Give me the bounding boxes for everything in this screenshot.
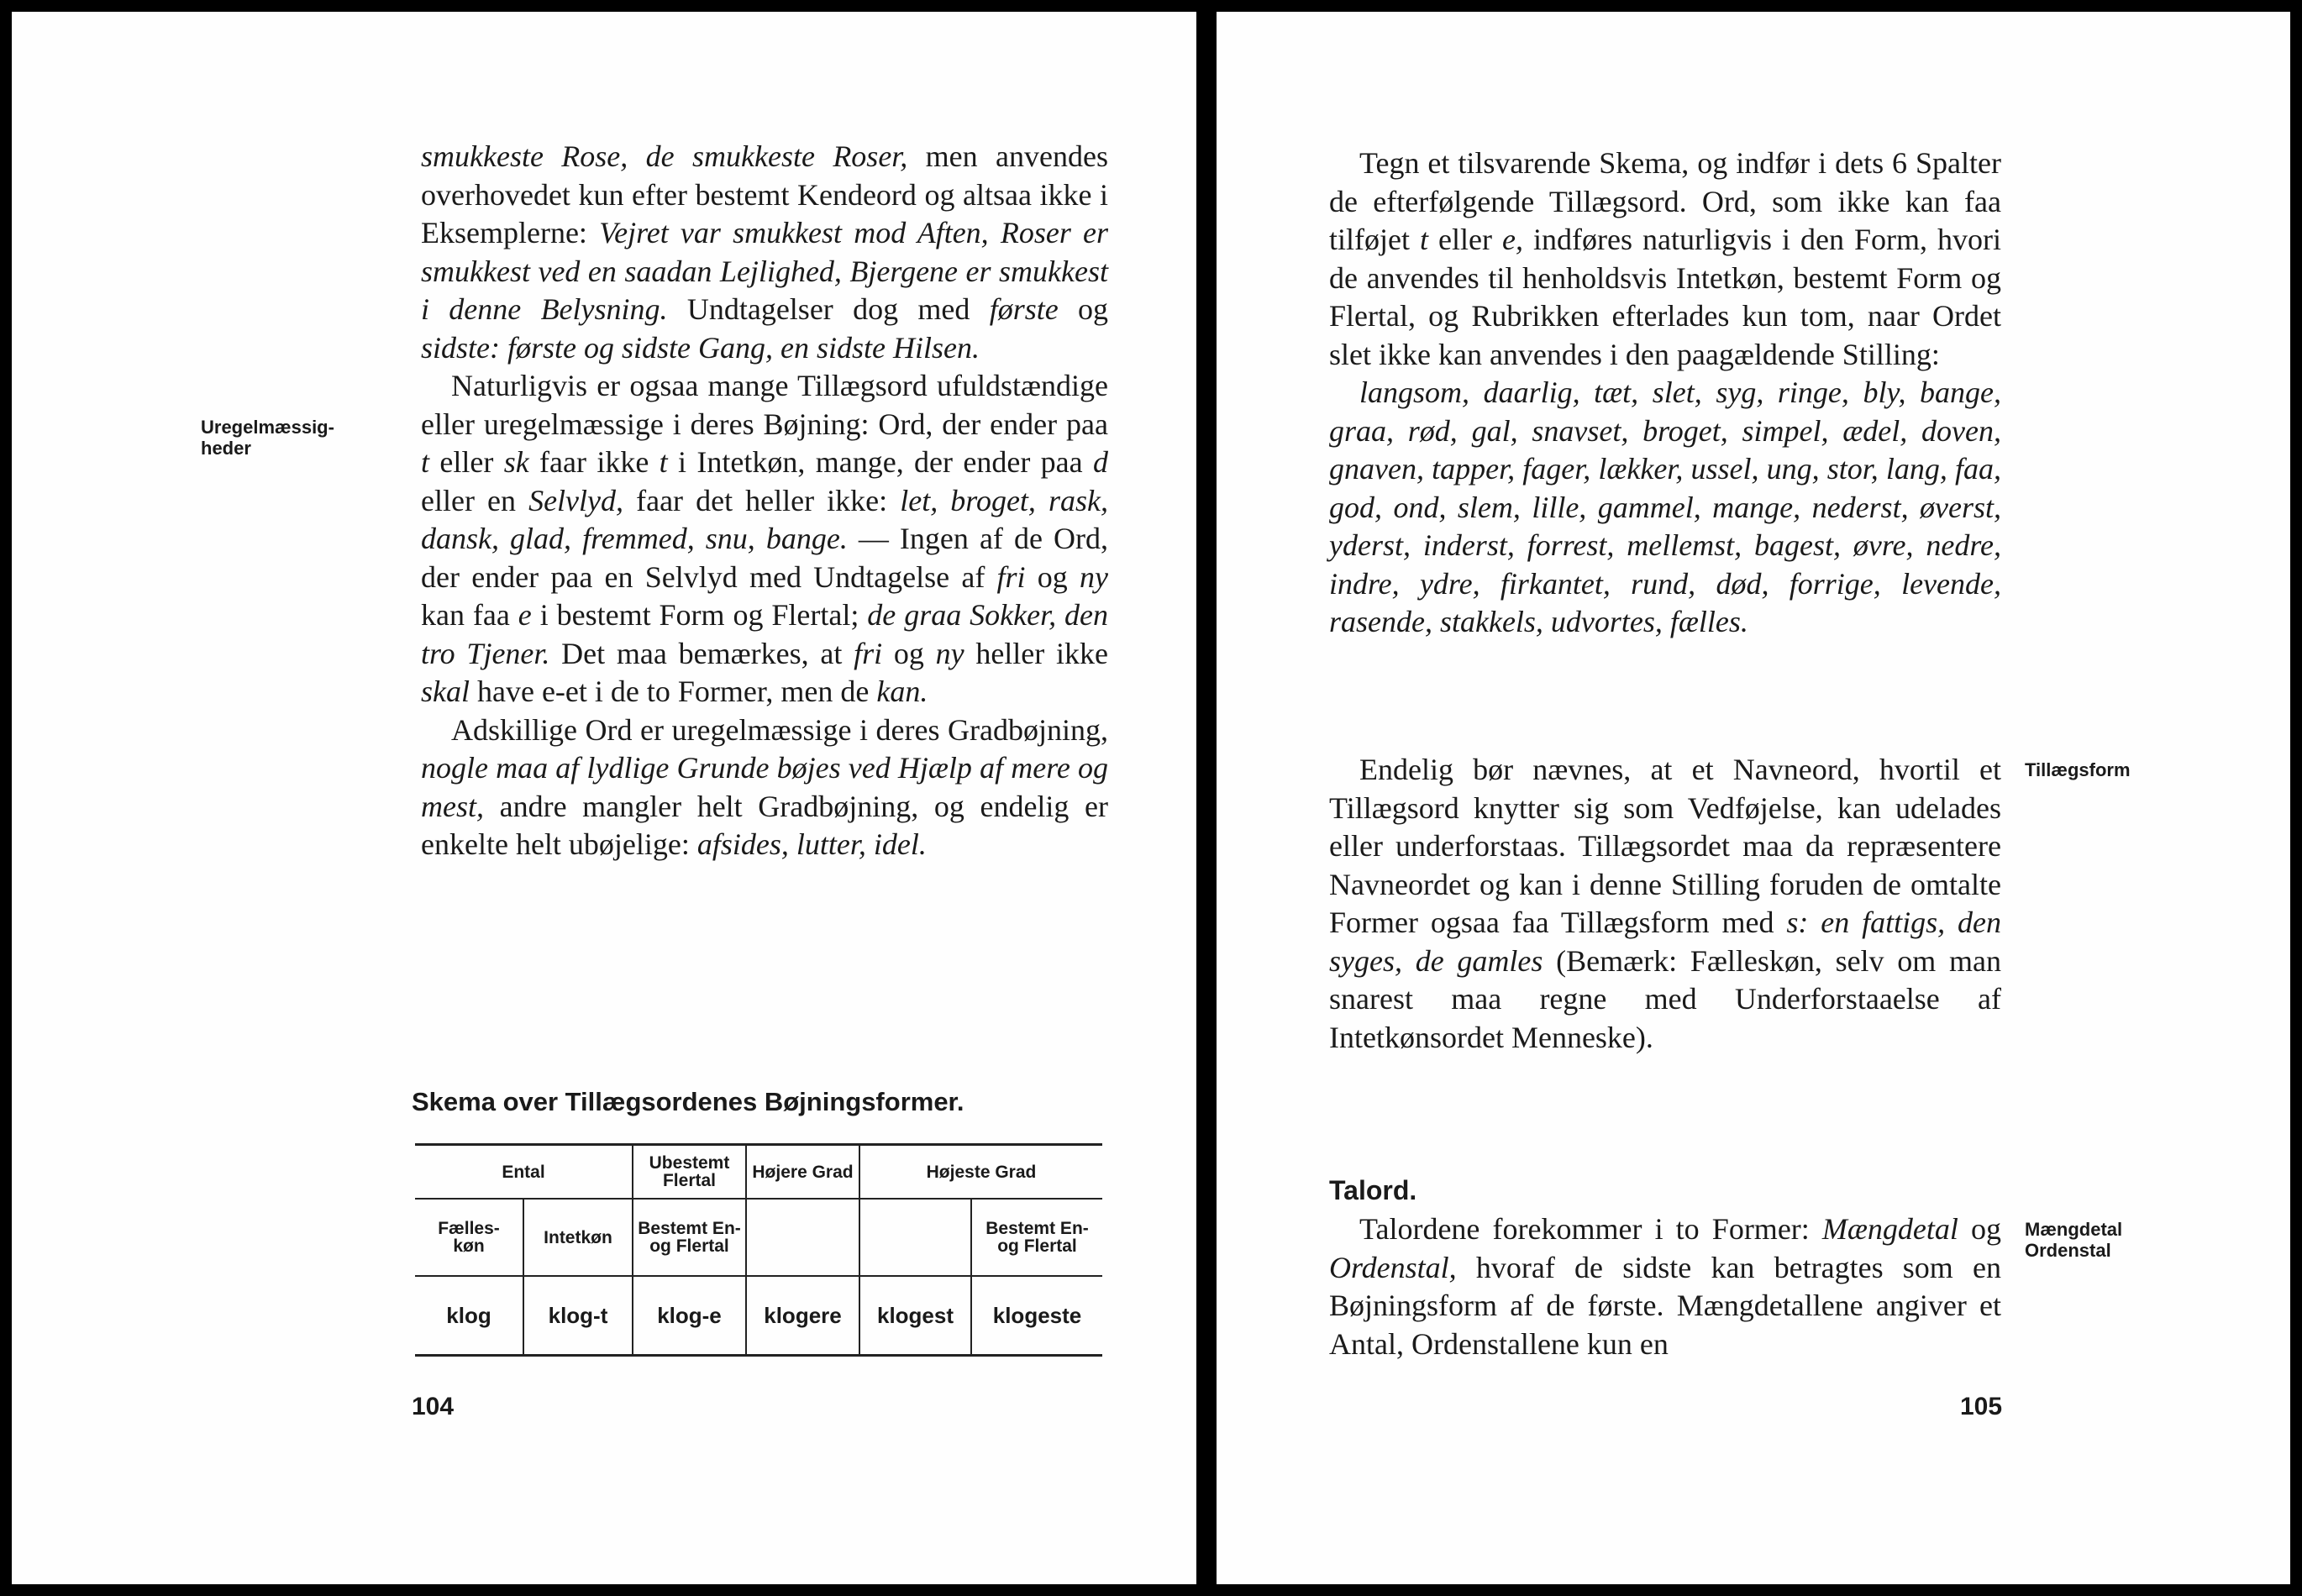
paragraph <box>421 367 1108 711</box>
table-row <box>415 1276 1102 1356</box>
italic-text: afsides, lutter, idel. <box>696 827 927 861</box>
italic-text: de graa Sokker, den tro Tjener. <box>421 598 1108 670</box>
italic-text: ny <box>1080 559 1108 594</box>
italic-text: kan. <box>876 675 928 708</box>
text-run: Naturligvis er ogsaa mange Tillægsord ufuldstændige eller uregelmæssige i deres Bøjning: Ord, der ender paa <box>421 369 1108 441</box>
italic-text: fri <box>854 636 883 670</box>
text-run: kan faa <box>421 598 518 632</box>
italic-text: nogle maa af lydlige Grunde bøjes ved Hjælp af mere og mest, <box>421 751 1108 823</box>
text-run: Undtagelser dog med <box>667 292 990 326</box>
italic-text: sidste: første og sidste Gang, en sidste Hilsen. <box>421 330 980 365</box>
table-cell: klog <box>415 1276 523 1356</box>
italic-text: sk <box>503 445 529 479</box>
italic-text: smukkeste Rose, de smukkeste Roser, <box>421 139 908 173</box>
header-bestemt: Bestemt En- og Flertal <box>633 1199 746 1276</box>
italic-text: e <box>518 598 532 632</box>
table-header-row <box>415 1145 1102 1200</box>
header-ubestemt-flertal: Ubestemt Flertal <box>633 1145 746 1200</box>
italic-text: d <box>1093 445 1108 479</box>
italic-text: ny <box>935 636 964 670</box>
table-cell: klog-t <box>523 1276 633 1356</box>
header-bestemt: Bestemt En- og Flertal <box>971 1199 1102 1276</box>
page-number: 105 <box>1960 1393 2003 1420</box>
italic-text: skal <box>421 675 470 708</box>
table-cell: klogeste <box>971 1276 1102 1356</box>
text-run: heller ikke <box>964 636 1109 670</box>
italic-text: Selvlyd, <box>528 483 624 517</box>
text-run: i Intetkøn, mange, der ender paa <box>667 445 1093 479</box>
text-run: Talordene forekommer i to Former: <box>1359 1212 1822 1246</box>
left-page <box>12 12 1196 1584</box>
table-cell: klog-e <box>633 1276 746 1356</box>
text-run: i bestemt Form og Flertal; <box>531 598 868 632</box>
text-run: — Ingen af de Ord, der ender paa en Selvlyd med Undtagelse af <box>421 522 1108 594</box>
text-run: og <box>882 636 936 670</box>
word-list: langsom, daarlig, tæt, slet, syg, ringe, bly, bange, graa, rød, gal, snavset, broget, simpel, ædel, doven, gnaven, tapper, fager, lækker, ussel, ung, stor, lang, faa, god, ond, slem, lille, gammel, mange, nederst, øverst, yderst, inderst, forrest, mellemst, bagest, øvre, nedre, indre, ydre, firkantet, rund, død, forrige, levende, rasende, stakkels, udvortes, fælles. <box>1329 375 2001 638</box>
table-cell: klogest <box>859 1276 971 1356</box>
margin-note-maengdetal-ordenstal: Mængdetal Ordenstal <box>2025 1219 2123 1261</box>
text-run: eller <box>429 445 504 479</box>
italic-text: e, <box>1502 223 1523 256</box>
text-run: (Bemærk: Fælleskøn, selv om man snarest maa regne med Underforstaaelse af Intetkønsordet Menneske). <box>1329 943 2001 1054</box>
text-run: eller en <box>421 483 529 517</box>
text-run: faar ikke <box>528 445 660 479</box>
text-run: have e-et i de to Former, men de <box>470 675 877 708</box>
paragraph <box>1329 144 2001 374</box>
italic-text: s: en fattigs, den syges, de gamles <box>1329 906 2001 978</box>
header-hojere-grad: Højere Grad <box>746 1145 859 1200</box>
header-empty <box>859 1199 971 1276</box>
italic-text: Vejret var smukkest mod Aften, Roser er smukkest ved en saadan Lejlighed, Bjergene er smukkest i denne Belysning. <box>421 216 1109 326</box>
text-run: Det maa bemærkes, at <box>549 636 854 670</box>
text-run: indføres naturligvis i den Form, hvori de anvendes til henholdsvis Intetkøn, bestemt Form og Flertal, og Rubrikken efterlades kun tom, naar Ordet slet ikke kan anvendes i den paagældende Stilling: <box>1329 223 2002 371</box>
right-body-text-2 <box>1329 751 2001 1057</box>
text-run: men anvendes overhovedet kun efter bestemt Kendeord og altsaa ikke i Eksemplerne: <box>421 139 1108 249</box>
right-body-text-1 <box>1329 144 2001 642</box>
page-number: 104 <box>412 1393 455 1420</box>
margin-note-tillaegsform: Tillægsform <box>2025 759 2131 780</box>
header-intetkon: Intetkøn <box>523 1199 633 1276</box>
header-ental: Ental <box>415 1145 633 1200</box>
italic-text: t <box>421 445 430 479</box>
paragraph <box>421 711 1108 864</box>
text-run: faar det heller ikke: <box>623 483 901 517</box>
text-run: Adskillige Ord er uregelmæssige i deres Gradbøjning, <box>451 712 1108 747</box>
italic-text: Ordenstal, <box>1329 1250 1457 1284</box>
table-subheader-row <box>415 1199 1102 1276</box>
schema-title: Skema over Tillægsordenes Bøjningsformer. <box>412 1087 964 1116</box>
table-cell: klogere <box>746 1276 859 1356</box>
left-body-text <box>421 138 1108 864</box>
paragraph <box>421 138 1108 367</box>
section-heading-talord: Talord. <box>1329 1175 1417 1205</box>
right-page <box>1217 12 2290 1584</box>
paragraph <box>1329 751 2001 1057</box>
text-run: Endelig bør nævnes, at et Navneord, hvortil et Tillægsord knytter sig som Vedføjelse, kan udelades eller underforstaas. Tillægsordet maa da repræsentere Navneordet og kan i denne Stilling foruden de omtalte Former ogsaa faa Tillægsform med <box>1329 753 2001 939</box>
italic-text: fri <box>996 559 1026 594</box>
paragraph <box>1329 1210 2001 1363</box>
italic-text: første <box>989 292 1059 326</box>
italic-text: Mængdetal <box>1821 1212 1958 1246</box>
text-run: og <box>1958 1212 2002 1246</box>
header-faelleskon: Fælles- køn <box>415 1199 523 1276</box>
header-empty <box>746 1199 859 1276</box>
text-run: hvoraf de sidste kan betragtes som en Bøjningsform af de første. Mængdetallene angiver et Antal, Ordenstallene kun en <box>1329 1250 2001 1361</box>
inflection-table <box>415 1143 1102 1357</box>
text-run: og <box>1058 292 1109 326</box>
right-body-text-3 <box>1329 1210 2001 1363</box>
text-run: og <box>1025 559 1080 594</box>
italic-text: t <box>1420 223 1429 256</box>
text-run: Tegn et tilsvarende Skema, og indfør i dets 6 Spalter de efterfølgende Tillægsord. Ord, som ikke kan faa tilføjet <box>1329 146 2001 256</box>
italic-text: t <box>659 445 668 479</box>
text-run: andre mangler helt Gradbøjning, og endelig er enkelte helt ubøjelige: <box>421 789 1108 861</box>
text-run: eller <box>1428 223 1502 256</box>
margin-note-uregelmaessigheder: Uregelmæssig- heder <box>201 417 334 459</box>
header-hojeste-grad: Højeste Grad <box>859 1145 1102 1200</box>
italic-text: let, broget, rask, dansk, glad, fremmed, snu, bange. <box>421 483 1108 555</box>
